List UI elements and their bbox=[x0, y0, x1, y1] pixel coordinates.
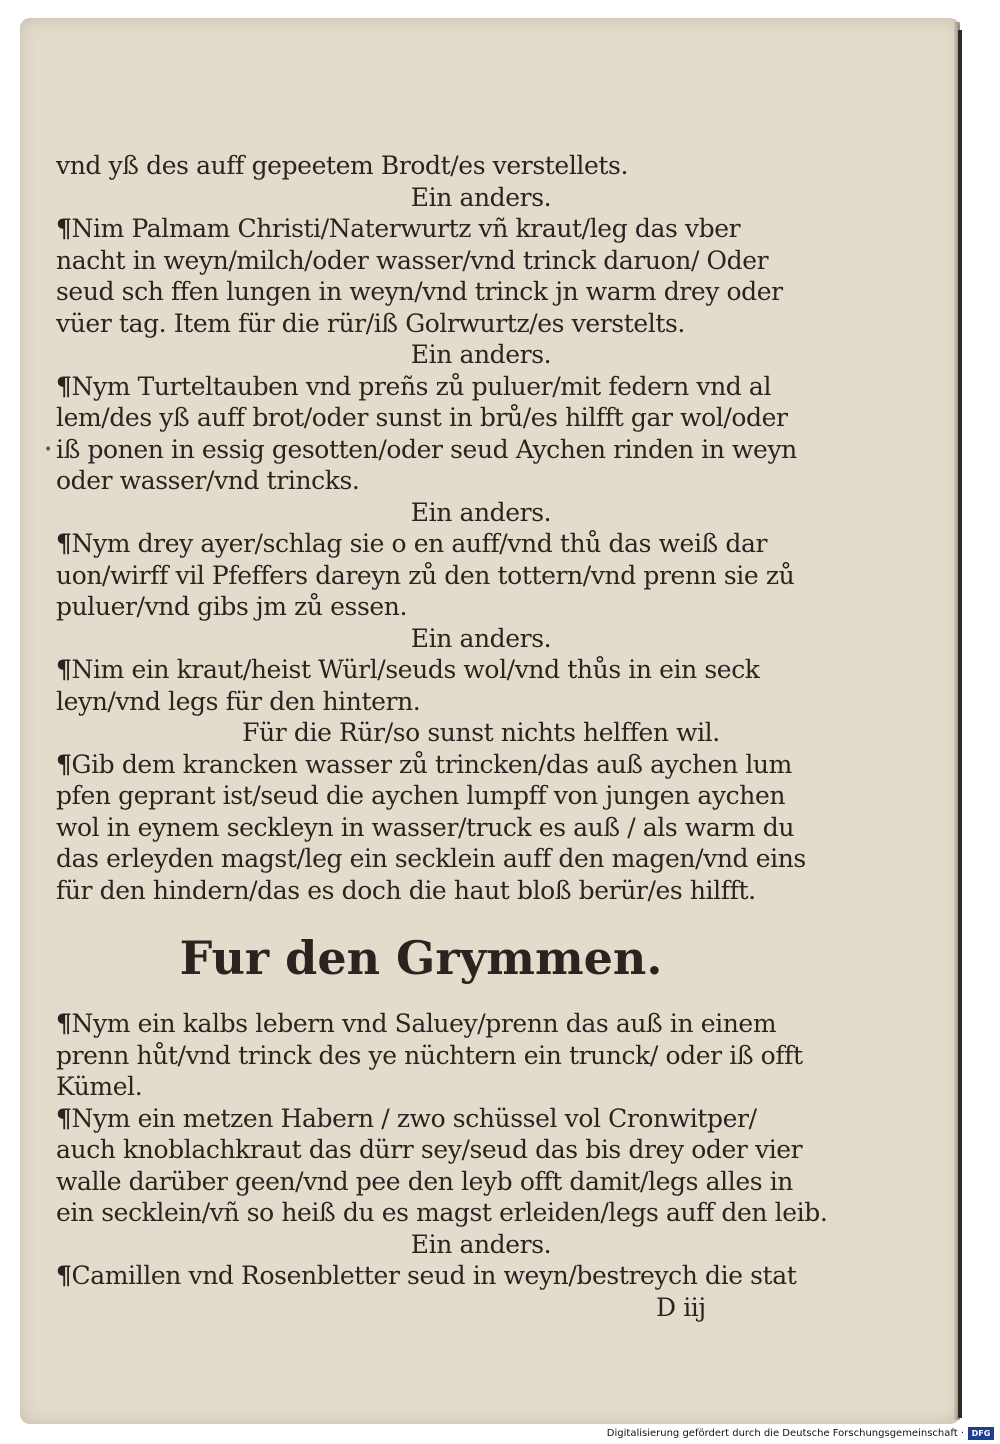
text-line: ¶Gib dem krancken wasser zů trincken/das auß aychen lum bbox=[56, 749, 792, 779]
text-line: wol in eynem seckleyn in wasser/truck es auß / als warm du bbox=[56, 812, 795, 842]
text-line: seud sch ffen lungen in weyn/vnd trinck jn warm drey oder bbox=[56, 277, 783, 306]
text-line: uon/wirff vil Pfeffers dareyn zů den tottern/vnd prenn sie zů bbox=[56, 560, 795, 590]
section-title: Ein anders. bbox=[410, 497, 552, 527]
margin-mark: • bbox=[44, 442, 53, 458]
text-line: ein secklein/vñ so heiß du es magst erleiden/legs auff den leib. bbox=[56, 1198, 828, 1227]
section-title: Ein anders. bbox=[410, 340, 552, 369]
text-line: ¶Camillen vnd Rosenbletter seud in weyn/bestreych die stat bbox=[56, 1261, 797, 1290]
text-line: ¶Nym ein metzen Habern / zwo schüssel vol Cronwitper/ bbox=[56, 1103, 757, 1133]
text-line: für den hindern/das es doch die haut bloß berür/es hilfft. bbox=[56, 875, 756, 905]
text-line: puluer/vnd gibs jm zů essen. bbox=[56, 592, 408, 621]
chapter-heading: Fur den Grymmen. bbox=[179, 931, 663, 985]
funding-notice: Digitalisierung gefördert durch die Deutsche Forschungsgemeinschaft · bbox=[606, 1428, 964, 1439]
section-title: Ein anders. bbox=[410, 1229, 552, 1259]
page-edge bbox=[958, 30, 962, 1418]
text-line: ¶Nim Palmam Christi/Naterwurtz vñ kraut/leg das vber bbox=[56, 214, 741, 243]
pilcrow-icon: ¶ bbox=[56, 749, 72, 779]
text-line: prenn hůt/vnd trinck des ye nüchtern ein trunck/ oder iß offt bbox=[56, 1040, 803, 1070]
text-line: walle darüber geen/vnd pee den leyb offt damit/legs alles in bbox=[56, 1166, 793, 1196]
text-line: vnd yß des auff gepeetem Brodt/es verstellets. bbox=[56, 151, 629, 180]
text-line: iß ponen in essig gesotten/oder seud Aychen rinden in weyn bbox=[56, 434, 797, 464]
text-line: auch knoblachkraut das dürr sey/seud das bis drey oder vier bbox=[56, 1135, 803, 1164]
section-title: Ein anders. bbox=[410, 182, 552, 212]
dfg-logo-icon: DFG bbox=[968, 1427, 994, 1440]
page-text bbox=[56, 150, 906, 1323]
signature-mark: D iij bbox=[656, 1292, 706, 1322]
text-line: vüer tag. Item für die rür/iß Golrwurtz/es verstelts. bbox=[56, 308, 685, 338]
text-line: ¶Nim ein kraut/heist Würl/seuds wol/vnd thůs in ein seck bbox=[56, 655, 760, 684]
text-line: ¶Nym drey ayer/schlag sie o en auff/vnd thů das weiß dar bbox=[56, 529, 768, 558]
section-title: Ein anders. bbox=[410, 623, 552, 653]
text-line: ¶Nym ein kalbs lebern vnd Saluey/prenn das auß in einem bbox=[56, 1009, 777, 1038]
text-line: lem/des yß auff brot/oder sunst in brů/es hilfft gar wol/oder bbox=[56, 403, 788, 432]
pilcrow-icon: ¶ bbox=[56, 1009, 72, 1038]
pilcrow-icon: ¶ bbox=[56, 529, 72, 558]
text-line: pfen geprant ist/seud die aychen lumpff von jungen aychen bbox=[56, 781, 786, 810]
pilcrow-icon: ¶ bbox=[56, 655, 72, 684]
text-line: Kümel. bbox=[56, 1072, 143, 1101]
pilcrow-icon: ¶ bbox=[56, 1103, 72, 1133]
pilcrow-icon: ¶ bbox=[56, 214, 72, 243]
footer-bar bbox=[0, 1424, 1000, 1444]
pilcrow-icon: ¶ bbox=[56, 1261, 72, 1290]
text-line: ¶Nym Turteltauben vnd preñs zů puluer/mit federn vnd al bbox=[56, 371, 772, 401]
text-line: leyn/vnd legs für den hintern. bbox=[56, 686, 421, 716]
text-line: das erleyden magst/leg ein secklein auff den magen/vnd eins bbox=[56, 844, 806, 873]
section-title: Für die Rür/so sunst nichts helffen wil. bbox=[242, 718, 720, 747]
text-line: nacht in weyn/milch/oder wasser/vnd trinck daruon/ Oder bbox=[56, 245, 769, 275]
pilcrow-icon: ¶ bbox=[56, 371, 72, 401]
text-line: oder wasser/vnd trincks. bbox=[56, 466, 360, 495]
